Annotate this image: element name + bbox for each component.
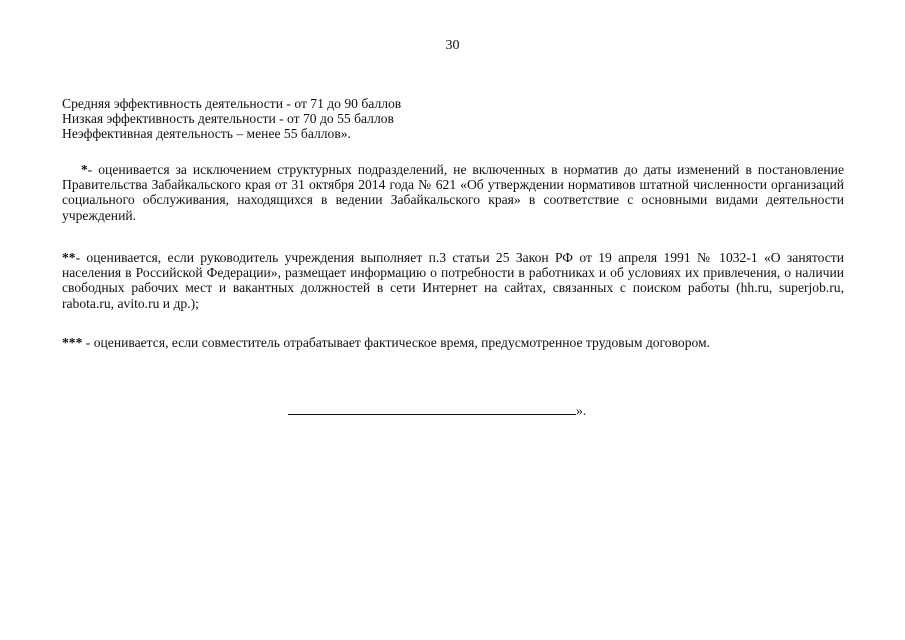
signature-rule [288,402,576,415]
footnote-mark: *** [62,335,83,350]
scale-line-ineffective: Неэффективная деятельность – менее 55 баллов». [62,126,351,142]
closing-signature-line [288,402,586,418]
closing-quote: ». [576,403,587,418]
footnote-mark: * [81,162,88,177]
footnote-text: - оценивается, если совместитель отрабатывает фактическое время, предусмотренное трудовым договором. [82,335,711,350]
footnote-triple-asterisk [62,335,844,350]
footnote-single-asterisk [62,162,844,223]
footnote-mark: ** [62,250,76,265]
scale-line-average: Средняя эффективность деятельности - от 71 до 90 баллов [62,96,402,111]
scale-line-low: Низкая эффективность деятельности - от 70 до 55 баллов [62,111,394,127]
footnote-text: - оценивается за исключением структурных подразделений, не включенных в норматив до даты изменений в постановление Правительства Забайкальского края от 31 октября 2014 года № 621 «Об утверждении нормативов штатной численности организаций социального обслуживания, находящихся в ведении Забайкальского края» в соответствие с основными видами деятельности учреждений. [62,162,844,223]
page-number: 30 [445,38,460,53]
efficiency-scale [62,96,401,142]
footnote-text: - оценивается, если руководитель учреждения выполняет п.3 статьи 25 Закон РФ от 19 апреля 1991 № 1032-1 «О занятости населения в Российской Федерации», размещает информацию о потребности в работниках и об условиях их привлечения, о наличии свободных рабочих мест и вакантных должностей в сети Интернет на сайтах, связанных с поиском работы (hh.ru, superjob.ru, rabota.ru, avito.ru и др.); [62,250,844,311]
footnote-double-asterisk [62,250,844,311]
